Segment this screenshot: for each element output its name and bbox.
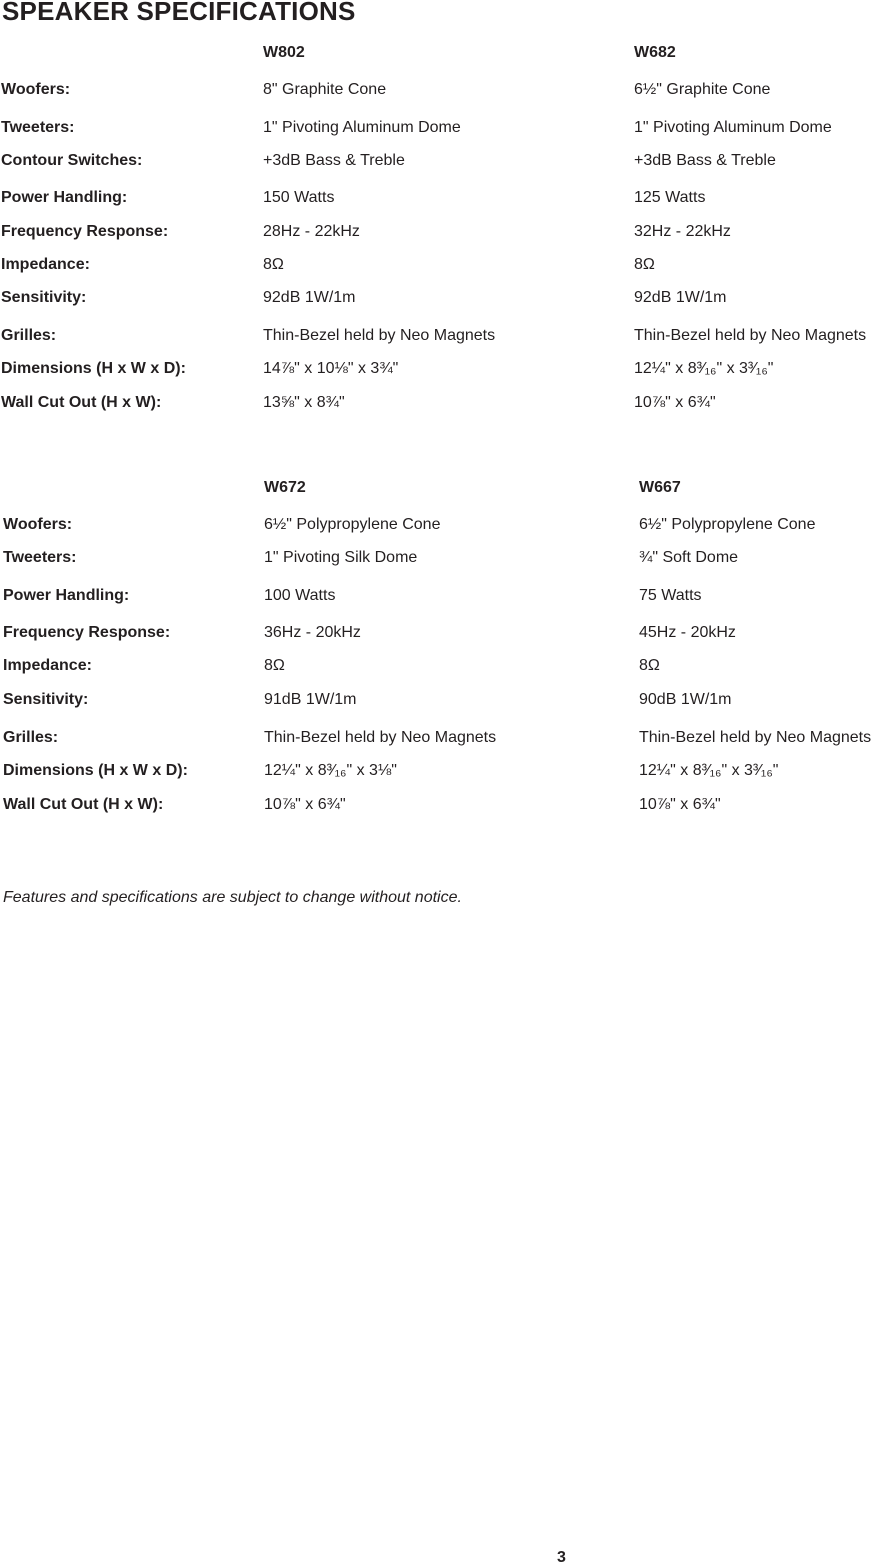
spec-value: 92dB 1W/1m	[263, 289, 356, 306]
spec-value: 1" Pivoting Aluminum Dome	[263, 119, 461, 136]
spec-value: 6½" Polypropylene Cone	[639, 516, 816, 533]
spec-value: Thin-Bezel held by Neo Magnets	[639, 729, 872, 746]
spec-value: 8Ω	[264, 657, 285, 674]
model-heading: W802	[263, 44, 305, 61]
spec-value: 32Hz - 22kHz	[634, 223, 731, 240]
page-number: 3	[557, 1549, 566, 1566]
spec-label: Grilles:	[3, 729, 59, 746]
spec-label: Power Handling:	[3, 587, 130, 604]
model-heading: W667	[639, 479, 681, 496]
spec-label: Grilles:	[1, 327, 57, 344]
spec-value: 8Ω	[639, 657, 660, 674]
spec-value: 12¼" x 8³⁄₁₆" x 3³⁄₁₆"	[634, 360, 774, 377]
spec-label: Woofers:	[1, 81, 71, 98]
spec-label: Tweeters:	[3, 549, 77, 566]
spec-value: 6½" Polypropylene Cone	[264, 516, 441, 533]
spec-value: 125 Watts	[634, 189, 706, 206]
spec-value: 10⅞" x 6¾"	[639, 796, 721, 813]
spec-value: 45Hz - 20kHz	[639, 624, 736, 641]
spec-value: 75 Watts	[639, 587, 702, 604]
spec-value: 13⅝" x 8¾"	[263, 394, 345, 411]
spec-value: 10⅞" x 6¾"	[634, 394, 716, 411]
spec-label: Dimensions (H x W x D):	[1, 360, 186, 377]
spec-label: Impedance:	[3, 657, 92, 674]
spec-label: Contour Switches:	[1, 152, 143, 169]
spec-value: 36Hz - 20kHz	[264, 624, 361, 641]
disclaimer-note: Features and specifications are subject to change without notice.	[3, 889, 462, 906]
spec-value: 10⅞" x 6¾"	[264, 796, 346, 813]
spec-label: Tweeters:	[1, 119, 75, 136]
spec-value: 150 Watts	[263, 189, 335, 206]
spec-label: Frequency Response:	[1, 223, 169, 240]
spec-value: 12¼" x 8³⁄₁₆" x 3⅛"	[264, 762, 397, 779]
spec-value: +3dB Bass & Treble	[634, 152, 776, 169]
spec-label: Sensitivity:	[3, 691, 89, 708]
spec-value: 8Ω	[634, 256, 655, 273]
model-heading: W672	[264, 479, 306, 496]
spec-label: Power Handling:	[1, 189, 128, 206]
spec-value: 1" Pivoting Aluminum Dome	[634, 119, 832, 136]
spec-label: Wall Cut Out (H x W):	[3, 796, 164, 813]
spec-value: +3dB Bass & Treble	[263, 152, 405, 169]
spec-value: Thin-Bezel held by Neo Magnets	[634, 327, 867, 344]
spec-value: 8" Graphite Cone	[263, 81, 387, 98]
model-heading: W682	[634, 44, 676, 61]
spec-label: Frequency Response:	[3, 624, 171, 641]
spec-label: Woofers:	[3, 516, 73, 533]
spec-value: 100 Watts	[264, 587, 336, 604]
spec-label: Impedance:	[1, 256, 90, 273]
spec-value: 92dB 1W/1m	[634, 289, 727, 306]
spec-value: 14⅞" x 10⅛" x 3¾"	[263, 360, 399, 377]
spec-value: 6½" Graphite Cone	[634, 81, 771, 98]
spec-value: Thin-Bezel held by Neo Magnets	[264, 729, 497, 746]
spec-label: Dimensions (H x W x D):	[3, 762, 188, 779]
page-title: SPEAKER SPECIFICATIONS	[2, 0, 356, 26]
spec-value: ¾" Soft Dome	[639, 549, 739, 566]
spec-label: Sensitivity:	[1, 289, 87, 306]
spec-value: 12¼" x 8³⁄₁₆" x 3³⁄₁₆"	[639, 762, 779, 779]
spec-value: 91dB 1W/1m	[264, 691, 357, 708]
spec-value: 90dB 1W/1m	[639, 691, 732, 708]
spec-label: Wall Cut Out (H x W):	[1, 394, 162, 411]
spec-value: Thin-Bezel held by Neo Magnets	[263, 327, 496, 344]
spec-value: 8Ω	[263, 256, 284, 273]
spec-value: 1" Pivoting Silk Dome	[264, 549, 418, 566]
spec-value: 28Hz - 22kHz	[263, 223, 360, 240]
